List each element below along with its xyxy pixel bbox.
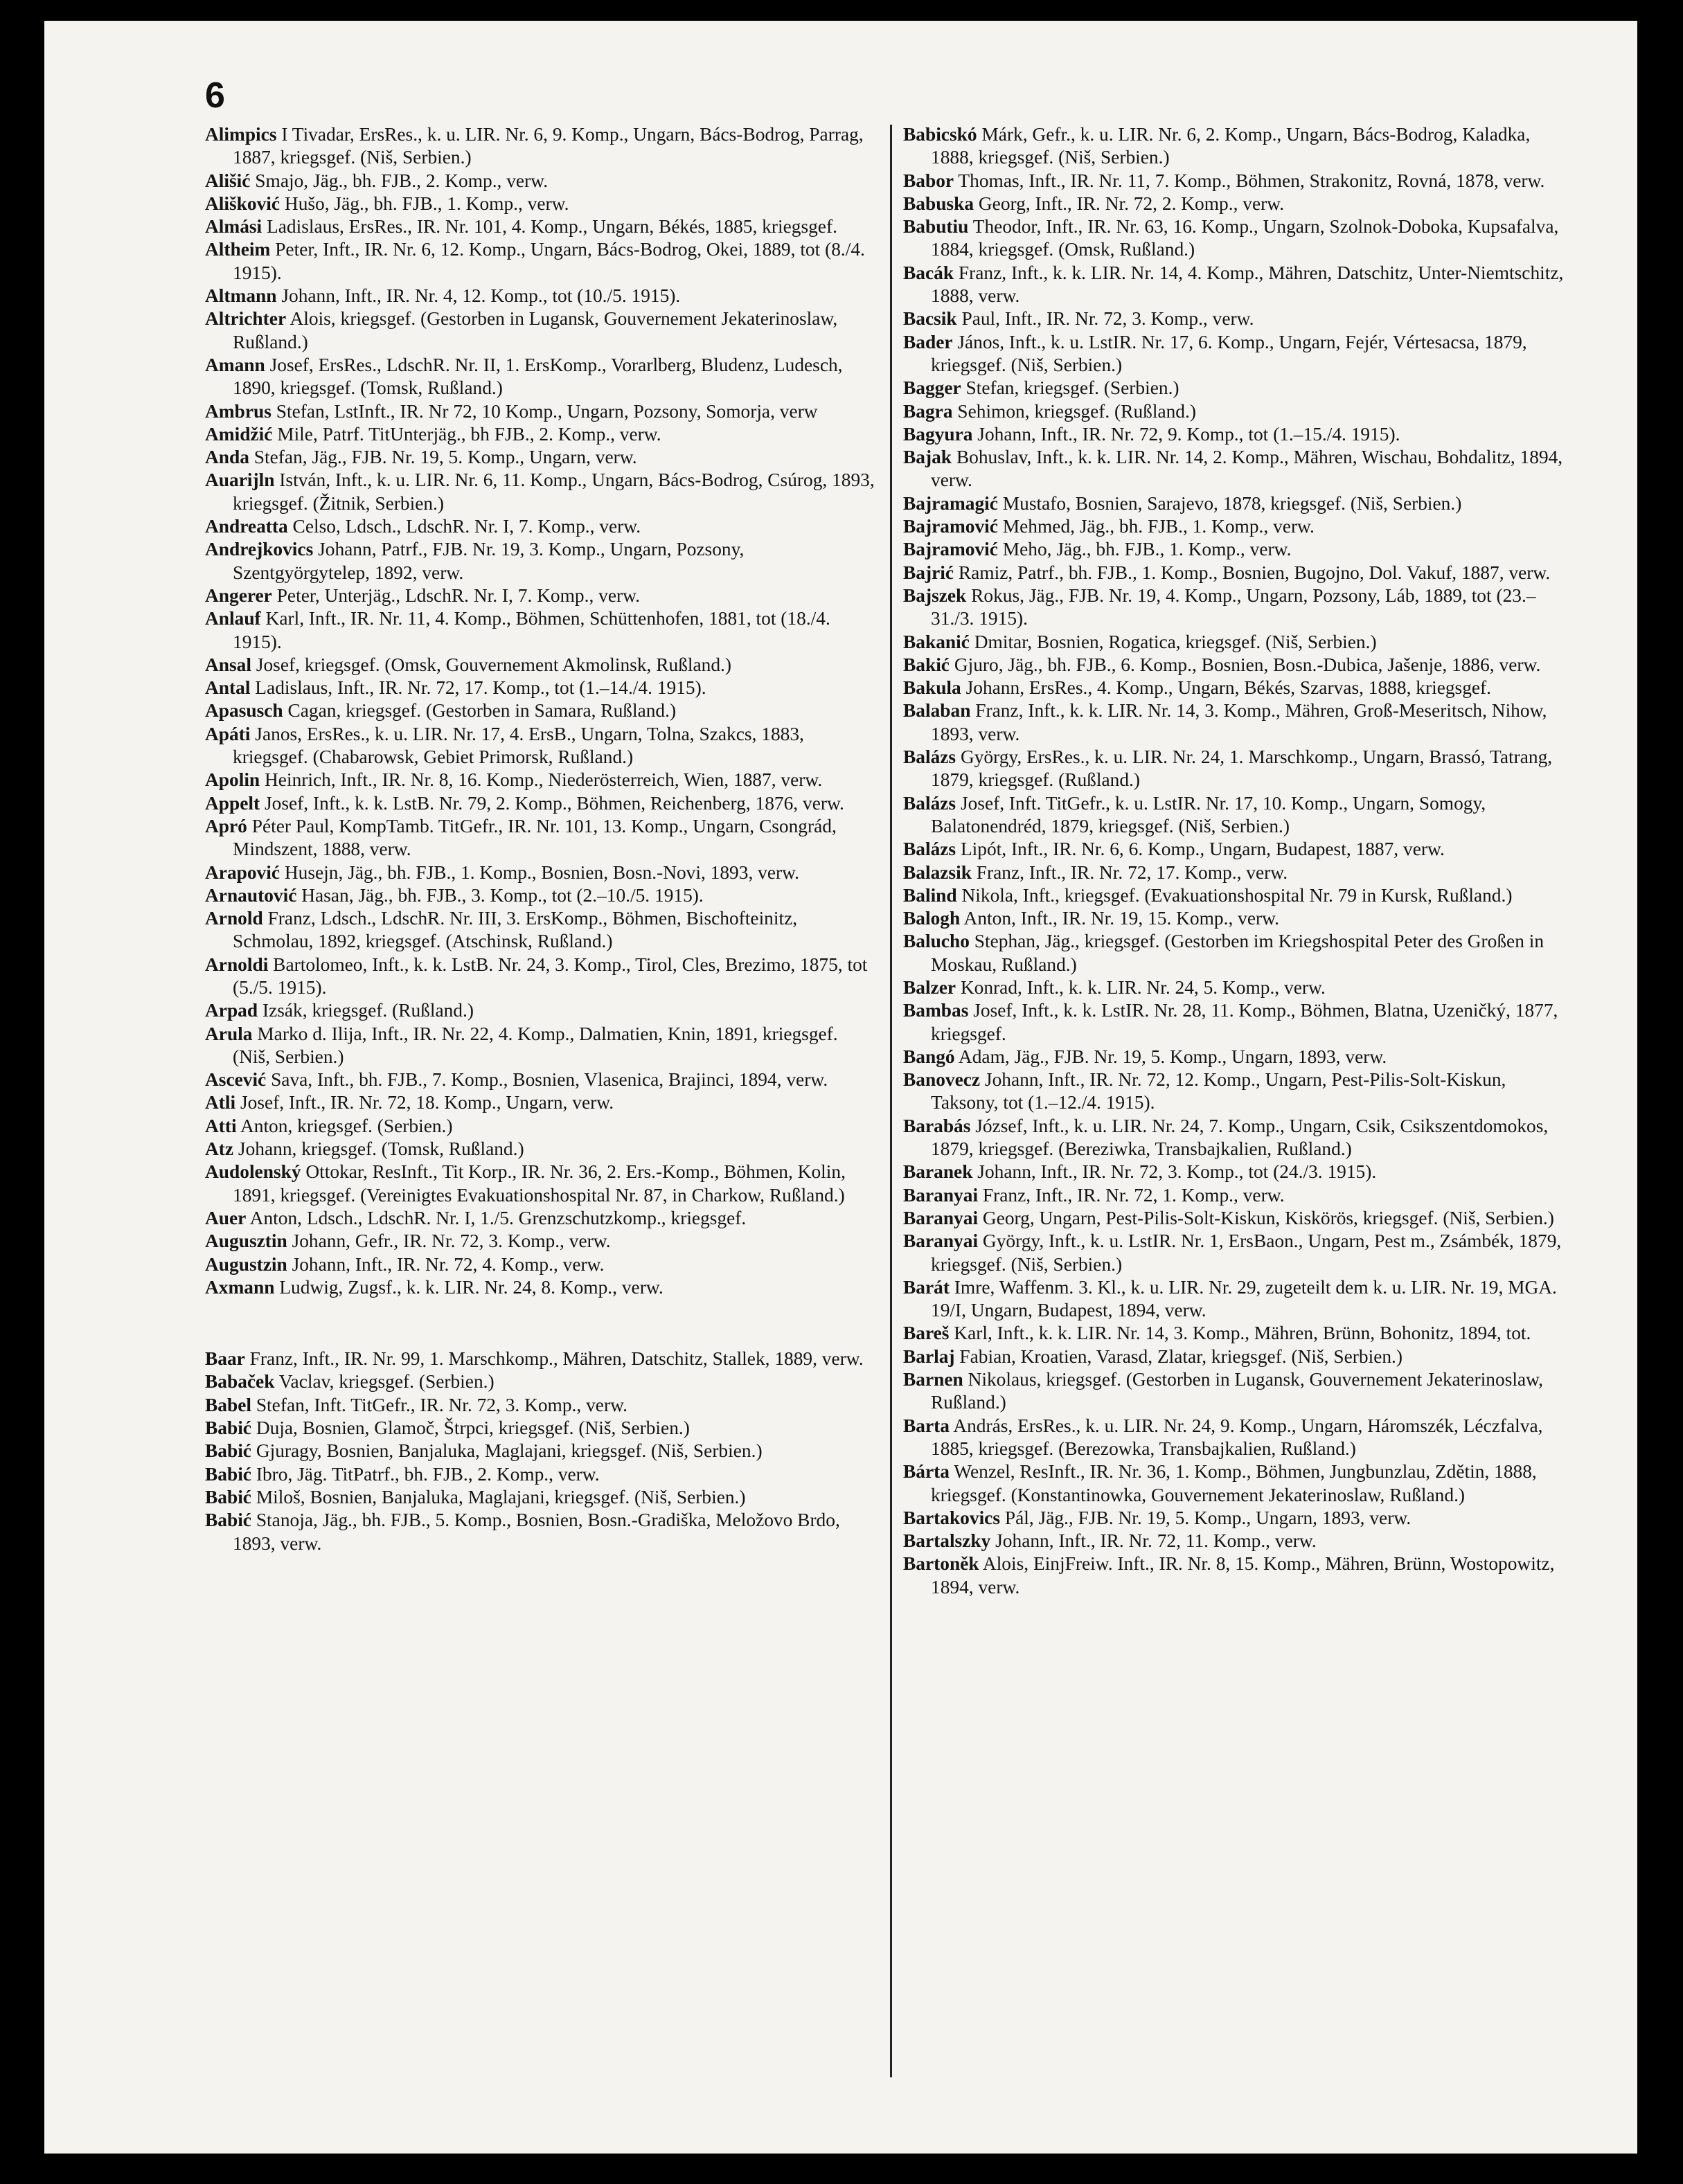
list-entry [903, 1276, 1575, 1323]
list-entry [903, 538, 1575, 561]
list-entry [903, 262, 1575, 308]
entry-surname: Barnen [903, 1369, 963, 1390]
entry-details: Bohuslav, Inft., k. k. LIR. Nr. 14, 2. Komp., Mähren, Wischau, Bohdalitz, 1894, verw. [931, 447, 1563, 491]
entry-details: Miloš, Bosnien, Banjaluka, Maglajani, kriegsgef. (Niš, Serbien.) [251, 1486, 746, 1507]
entry-details: Nikola, Inft., kriegsgef. (Evakuationshospital Nr. 79 in Kursk, Rußland.) [956, 884, 1513, 906]
list-entry [205, 1440, 877, 1462]
entry-details: I Tivadar, ErsRes., k. u. LIR. Nr. 6, 9. Komp., Ungarn, Bács-Bodrog, Parrag, 1887, kriegsgef. (Niš, Serbien.) [233, 124, 864, 168]
list-entry [205, 354, 877, 400]
entry-details: Anton, Ldsch., LdschR. Nr. I, 1./5. Grenzschutzkomp., kriegsgef. [246, 1207, 747, 1228]
entry-list-a [205, 123, 877, 1299]
list-entry [903, 1068, 1575, 1115]
entry-surname: Balucho [903, 931, 970, 952]
entry-details: Wenzel, ResInft., IR. Nr. 36, 1. Komp., Böhmen, Jungbunzlau, Zdětin, 1888, kriegsgef. (Konstantinowka, Gouvernement Jekaterinoslaw, Rußland.) [931, 1461, 1537, 1505]
entry-surname: Bagyura [903, 423, 973, 445]
entry-surname: Bacsik [903, 308, 957, 330]
list-entry [903, 215, 1575, 262]
list-entry [205, 954, 877, 1000]
list-entry [205, 654, 877, 677]
entry-surname: Baranyai [903, 1230, 979, 1252]
list-entry [903, 631, 1575, 654]
entry-details: Georg, Inft., IR. Nr. 72, 2. Komp., verw. [974, 193, 1285, 214]
entry-surname: Ambrus [205, 400, 271, 422]
entry-details: Ottokar, ResInft., Tit Korp., IR. Nr. 36, 2. Ers.-Komp., Böhmen, Kolin, 1891, kriegsgef. (Vereinigtes Evakuationshospital Nr. 87, in Charkow, Rußland.) [233, 1161, 846, 1206]
entry-surname: Bajszek [903, 584, 967, 606]
entry-details: Franz, Inft., k. k. LIR. Nr. 14, 4. Komp., Mähren, Datschitz, Unter-Niemtschitz, 1888, verw. [931, 262, 1564, 307]
entry-details: Marko d. Ilija, Inft., IR. Nr. 22, 4. Komp., Dalmatien, Knin, 1891, kriegsgef. (Niš, Serbien.) [233, 1023, 838, 1067]
entry-surname: Atti [205, 1115, 237, 1136]
entry-surname: Bambas [903, 1000, 969, 1021]
list-entry [205, 607, 877, 654]
page-number: 6 [205, 75, 225, 116]
column-divider [890, 125, 892, 2077]
entry-details: Stefan, kriegsgef. (Serbien.) [961, 377, 1179, 399]
list-entry [205, 1463, 877, 1486]
entry-surname: Babaček [205, 1371, 275, 1393]
entry-surname: Apolin [205, 769, 260, 791]
entry-details: István, Inft., k. u. LIR. Nr. 6, 11. Komp., Ungarn, Bács-Bodrog, Csúrog, 1893, kriegsgef. (Žitnik, Serbien.) [233, 469, 875, 514]
entry-surname: Bartoněk [903, 1553, 979, 1575]
entry-details: Lipót, Inft., IR. Nr. 6, 6. Komp., Ungarn, Budapest, 1887, verw. [956, 839, 1445, 860]
entry-surname: Angerer [205, 584, 272, 606]
list-entry [205, 815, 877, 861]
entry-surname: Barlaj [903, 1345, 955, 1367]
entry-surname: Babić [205, 1417, 251, 1439]
entry-surname: Bagger [903, 377, 961, 399]
list-entry [205, 1417, 877, 1440]
list-entry [205, 677, 877, 699]
entry-surname: Arnold [205, 908, 263, 929]
entry-surname: Bareš [903, 1323, 950, 1344]
list-entry [205, 238, 877, 285]
entry-details: Ludwig, Zugsf., k. k. LIR. Nr. 24, 8. Komp., verw. [274, 1276, 664, 1298]
entry-surname: Babić [205, 1510, 251, 1531]
entry-surname: Bajramagić [903, 492, 998, 514]
list-entry [205, 1023, 877, 1069]
list-entry [205, 1091, 877, 1114]
entry-details: Johann, kriegsgef. (Tomsk, Rußland.) [233, 1138, 524, 1160]
entry-surname: Arula [205, 1023, 253, 1044]
entry-list-right [903, 123, 1575, 1599]
list-entry [205, 792, 877, 815]
entry-surname: Arnautović [205, 884, 297, 906]
entry-details: Márk, Gefr., k. u. LIR. Nr. 6, 2. Komp., Ungarn, Bács-Bodrog, Kaladka, 1888, kriegsgef. (Niš, Serbien.) [931, 124, 1531, 168]
entry-surname: Altmann [205, 285, 277, 307]
entry-details: Anton, kriegsgef. (Serbien.) [236, 1115, 453, 1136]
entry-surname: Babić [205, 1463, 251, 1485]
list-entry [903, 193, 1575, 215]
list-entry [205, 469, 877, 515]
entry-surname: Balázs [903, 792, 956, 814]
list-entry [903, 746, 1575, 792]
list-entry [903, 930, 1575, 976]
entry-details: Georg, Ungarn, Pest-Pilis-Solt-Kiskun, Kiskörös, kriegsgef. (Niš, Serbien.) [978, 1207, 1554, 1228]
entry-details: Izsák, kriegsgef. (Rußland.) [258, 1000, 474, 1021]
entry-details: Rokus, Jäg., FJB. Nr. 19, 4. Komp., Ungarn, Pozsony, Láb, 1889, tot (23.–31./3. 1915). [931, 584, 1536, 629]
entry-surname: Atz [205, 1138, 234, 1160]
list-entry [205, 723, 877, 769]
list-entry [903, 1322, 1575, 1345]
entry-surname: Apáti [205, 723, 251, 744]
entry-surname: Atli [205, 1092, 236, 1113]
entry-surname: Altrichter [205, 308, 287, 330]
entry-surname: Axmann [205, 1276, 275, 1298]
list-entry [903, 1530, 1575, 1552]
list-entry [903, 1415, 1575, 1461]
list-entry [205, 123, 877, 170]
entry-details: Fabian, Kroatien, Varasd, Zlatar, kriegsgef. (Niš, Serbien.) [954, 1345, 1403, 1367]
list-entry [205, 1348, 877, 1370]
entry-surname: Andrejkovics [205, 539, 314, 560]
list-entry [205, 285, 877, 307]
entry-details: Sehimon, kriegsgef. (Rußland.) [952, 400, 1196, 422]
entry-details: Gjuro, Jäg., bh. FJB., 6. Komp., Bosnien, Bosn.-Dubica, Jašenje, 1886, verw. [949, 654, 1541, 675]
entry-surname: Apró [205, 815, 247, 836]
entry-surname: Balogh [903, 908, 961, 929]
list-entry [903, 1184, 1575, 1207]
entry-surname: Bajak [903, 447, 952, 468]
entry-details: Peter, Unterjäg., LdschR. Nr. I, 7. Komp., verw. [271, 584, 640, 606]
entry-surname: Baranyai [903, 1207, 979, 1228]
entry-details: Josef, Inft., IR. Nr. 72, 18. Komp., Ungarn, verw. [235, 1092, 614, 1113]
list-entry [903, 331, 1575, 377]
entry-details: Imre, Waffenm. 3. Kl., k. u. LIR. Nr. 29, zugeteilt dem k. u. LIR. Nr. 19, MGA. 19/I, Ungarn, Budapest, 1894, verw. [931, 1276, 1557, 1321]
entry-details: Johann, Inft., IR. Nr. 72, 4. Komp., verw. [287, 1253, 605, 1275]
entry-surname: Ascević [205, 1069, 267, 1091]
entry-details: Péter Paul, KompTamb. TitGefr., IR. Nr. 101, 13. Komp., Ungarn, Csongrád, Mindszent, 1888, verw. [233, 815, 837, 860]
entry-surname: Bagra [903, 400, 953, 422]
entry-details: Cagan, kriegsgef. (Gestorben in Samara, Rußland.) [283, 700, 677, 722]
entry-surname: Augustzin [205, 1253, 287, 1275]
entry-details: Johann, Inft., IR. Nr. 4, 12. Komp., tot (10./5. 1915). [276, 285, 681, 307]
entry-details: Dmitar, Bosnien, Rogatica, kriegsgef. (Niš, Serbien.) [969, 631, 1377, 652]
entry-details: Johann, ErsRes., 4. Komp., Ungarn, Békés, Szarvas, 1888, kriegsgef. [961, 677, 1492, 699]
entry-details: Anton, Inft., IR. Nr. 19, 15. Komp., verw. [960, 908, 1279, 929]
list-entry [903, 1046, 1575, 1068]
entry-details: Pál, Jäg., FJB. Nr. 19, 5. Komp., Ungarn, 1893, verw. [1000, 1507, 1412, 1528]
entry-surname: Bartalszky [903, 1530, 991, 1552]
entry-details: György, Inft., k. u. LstIR. Nr. 1, ErsBaon., Ungarn, Pest m., Zsámbék, 1879, kriegsgef. (Niš, Serbien.) [931, 1230, 1562, 1275]
entry-details: Josef, Inft., k. k. LstB. Nr. 79, 2. Komp., Böhmen, Reichenberg, 1876, verw. [260, 792, 844, 814]
list-entry [903, 1368, 1575, 1415]
entry-surname: Balazsik [903, 861, 972, 883]
entry-surname: Augusztin [205, 1230, 287, 1252]
list-entry [205, 1115, 877, 1138]
entry-details: Karl, Inft., k. k. LIR. Nr. 14, 3. Komp., Mähren, Brünn, Bohonitz, 1894, tot. [949, 1323, 1531, 1344]
list-entry [903, 677, 1575, 699]
entry-surname: Banovecz [903, 1069, 981, 1091]
entry-surname: Amann [205, 354, 265, 375]
entry-surname: Ališić [205, 170, 251, 191]
entry-details: Hasan, Jäg., bh. FJB., 3. Komp., tot (2.–10./5. 1915). [296, 884, 704, 906]
list-entry [903, 1345, 1575, 1368]
entry-surname: Appelt [205, 792, 260, 814]
entry-details: András, ErsRes., k. u. LIR. Nr. 24, 9. Komp., Ungarn, Háromszék, Léczfalva, 1885, kriegsgef. (Berezowka, Transbajkalien, Rußland.) [931, 1415, 1543, 1459]
entry-surname: Bakanić [903, 631, 970, 652]
entry-details: Vaclav, kriegsgef. (Serbien.) [274, 1371, 495, 1393]
list-entry [205, 1253, 877, 1276]
entry-surname: Ansal [205, 654, 251, 675]
entry-details: Konrad, Inft., k. k. LIR. Nr. 24, 5. Komp., verw. [956, 976, 1326, 998]
list-entry [205, 538, 877, 584]
list-entry [903, 1460, 1575, 1507]
list-entry [903, 1161, 1575, 1183]
entry-details: Meho, Jäg., bh. FJB., 1. Komp., verw. [997, 539, 1292, 560]
list-entry [205, 215, 877, 238]
list-entry [903, 838, 1575, 861]
entry-surname: Arpad [205, 1000, 258, 1021]
entry-details: Josef, kriegsgef. (Omsk, Gouvernement Akmolinsk, Rußland.) [251, 654, 732, 675]
entry-details: Paul, Inft., IR. Nr. 72, 3. Komp., verw. [956, 308, 1254, 330]
entry-surname: Barabás [903, 1115, 971, 1136]
list-entry [903, 1115, 1575, 1161]
list-entry [903, 654, 1575, 677]
entry-details: Smajo, Jäg., bh. FJB., 2. Komp., verw. [250, 170, 549, 191]
entry-details: Ladislaus, Inft., IR. Nr. 72, 17. Komp., tot (1.–14./4. 1915). [250, 677, 706, 699]
list-entry [903, 907, 1575, 930]
entry-details: Theodor, Inft., IR. Nr. 63, 16. Komp., Ungarn, Szolnok-Doboka, Kupsafalva, 1884, kriegsgef. (Omsk, Rußland.) [931, 216, 1559, 260]
entry-details: Johann, Inft., IR. Nr. 72, 12. Komp., Ungarn, Pest-Pilis-Solt-Kiskun, Taksony, tot (1.–12./4. 1915). [931, 1069, 1506, 1113]
list-entry [903, 792, 1575, 839]
entry-details: Johann, Inft., IR. Nr. 72, 9. Komp., tot (1.–15./4. 1915). [972, 423, 1400, 445]
entry-details: Mile, Patrf. TitUnterjäg., bh FJB., 2. Komp., verw. [272, 423, 661, 445]
entry-surname: Bajrić [903, 562, 954, 583]
entry-details: Stefan, Jäg., FJB. Nr. 19, 5. Komp., Ungarn, verw. [249, 447, 637, 468]
list-entry [903, 976, 1575, 999]
entry-details: Johann, Inft., IR. Nr. 72, 3. Komp., tot (24./3. 1915). [972, 1161, 1377, 1183]
list-entry [205, 1138, 877, 1161]
entry-list-b [205, 1348, 877, 1555]
entry-surname: Barát [903, 1276, 950, 1298]
list-entry [205, 423, 877, 446]
entry-details: Josef, Inft., k. k. LstIR. Nr. 28, 11. Komp., Böhmen, Blatna, Uzeničký, 1877, kriegsgef. [931, 1000, 1558, 1044]
entry-details: János, Inft., k. u. LstIR. Nr. 17, 6. Komp., Ungarn, Fejér, Vértesacsa, 1879, kriegsgef. (Niš, Serbien.) [931, 331, 1527, 375]
entry-details: Husejn, Jäg., bh. FJB., 1. Komp., Bosnien, Bosn.-Novi, 1893, verw. [280, 861, 799, 883]
entry-surname: Bajramović [903, 539, 998, 560]
entry-details: György, ErsRes., k. u. LIR. Nr. 24, 1. Marschkomp., Ungarn, Brassó, Tatrang, 1879, kriegsgef. (Rußland.) [931, 746, 1553, 791]
list-entry [205, 1068, 877, 1091]
entry-surname: Balázs [903, 839, 956, 860]
entry-surname: Balind [903, 884, 957, 906]
entry-details: Johann, Inft., IR. Nr. 72, 11. Komp., verw. [990, 1530, 1317, 1552]
entry-details: Mustafo, Bosnien, Sarajevo, 1878, kriegsgef. (Niš, Serbien.) [997, 492, 1462, 514]
list-entry [205, 515, 877, 538]
entry-details: Stephan, Jäg., kriegsgef. (Gestorben im Kriegshospital Peter des Großen in Moskau, Rußland.) [931, 931, 1544, 975]
list-entry [903, 1207, 1575, 1230]
list-entry [903, 446, 1575, 492]
entry-surname: Apasusch [205, 700, 283, 722]
entry-surname: Anlauf [205, 608, 261, 629]
entry-surname: Amidžić [205, 423, 273, 445]
entry-details: Karl, Inft., IR. Nr. 11, 4. Komp., Böhmen, Schüttenhofen, 1881, tot (18./4. 1915). [233, 608, 830, 652]
list-entry [903, 584, 1575, 631]
list-entry [205, 1370, 877, 1393]
list-entry [903, 515, 1575, 538]
entry-details: Franz, Ldsch., LdschR. Nr. III, 3. ErsKomp., Böhmen, Bischofteinitz, Schmolau, 1892, kriegsgef. (Atschinsk, Rußland.) [233, 908, 798, 952]
entry-surname: Altheim [205, 239, 271, 260]
entry-surname: Bangó [903, 1046, 955, 1067]
entry-surname: Baranek [903, 1161, 973, 1183]
list-entry [205, 307, 877, 354]
list-entry [903, 307, 1575, 330]
entry-surname: Barta [903, 1415, 950, 1436]
entry-surname: Balaban [903, 700, 971, 722]
list-entry [903, 861, 1575, 884]
list-entry [903, 170, 1575, 193]
entry-details: Sava, Inft., bh. FJB., 7. Komp., Bosnien, Vlasenica, Brajinci, 1894, verw. [266, 1069, 828, 1091]
list-entry [903, 999, 1575, 1046]
list-entry [903, 423, 1575, 446]
entry-surname: Alimpics [205, 124, 277, 145]
entry-surname: Auer [205, 1207, 247, 1228]
entry-surname: Balázs [903, 746, 956, 768]
entry-details: Hušo, Jäg., bh. FJB., 1. Komp., verw. [280, 193, 569, 214]
entry-details: Josef, Inft. TitGefr., k. u. LstIR. Nr. 17, 10. Komp., Ungarn, Somogy, Balatonendréd, 1879, kriegsgef. (Niš, Serbien.) [931, 792, 1486, 836]
list-entry [205, 884, 877, 907]
entry-surname: Antal [205, 677, 251, 699]
entry-surname: Bárta [903, 1461, 950, 1483]
entry-details: Adam, Jäg., FJB. Nr. 19, 5. Komp., Ungarn, 1893, verw. [954, 1046, 1387, 1067]
list-entry [205, 584, 877, 607]
entry-surname: Baar [205, 1348, 245, 1370]
entry-details: Stefan, Inft. TitGefr., IR. Nr. 72, 3. Komp., verw. [251, 1394, 627, 1415]
list-entry [205, 1230, 877, 1253]
entry-details: Johann, Gefr., IR. Nr. 72, 3. Komp., verw. [287, 1230, 611, 1252]
entry-surname: Bakić [903, 654, 950, 675]
entry-surname: Audolenský [205, 1161, 301, 1183]
entry-surname: Babuska [903, 193, 974, 214]
left-column [205, 123, 877, 1555]
entry-details: Duja, Bosnien, Glamoč, Štrpci, kriegsgef. (Niš, Serbien.) [251, 1417, 690, 1439]
list-entry [205, 861, 877, 884]
entry-surname: Ališković [205, 193, 280, 214]
list-entry [205, 446, 877, 469]
entry-surname: Babel [205, 1394, 251, 1415]
list-entry [205, 999, 877, 1022]
list-entry [903, 884, 1575, 907]
list-entry [205, 170, 877, 193]
entry-surname: Baranyai [903, 1184, 979, 1206]
entry-surname: Babić [205, 1486, 251, 1507]
entry-surname: Babicskó [903, 124, 977, 145]
entry-surname: Bacák [903, 262, 954, 283]
entry-surname: Auarijln [205, 469, 275, 491]
list-entry [903, 377, 1575, 400]
list-entry [903, 400, 1575, 423]
entry-surname: Balzer [903, 976, 956, 998]
list-entry [903, 123, 1575, 170]
entry-details: Ibro, Jäg. TitPatrf., bh. FJB., 2. Komp., verw. [251, 1463, 600, 1485]
list-entry [903, 1230, 1575, 1276]
entry-surname: Bakula [903, 677, 961, 699]
list-entry [205, 1486, 877, 1509]
list-entry [205, 699, 877, 722]
entry-surname: Bajramović [903, 516, 998, 537]
right-column [903, 123, 1575, 1599]
entry-surname: Bader [903, 331, 953, 352]
list-entry [903, 1552, 1575, 1599]
entry-details: Josef, ErsRes., LdschR. Nr. II, 1. ErsKomp., Vorarlberg, Bludenz, Ludesch, 1890, kriegsgef. (Tomsk, Rußland.) [233, 354, 843, 399]
entry-details: Mehmed, Jäg., bh. FJB., 1. Komp., verw. [997, 516, 1315, 537]
entry-surname: Babić [205, 1440, 251, 1462]
entry-surname: Andreatta [205, 516, 288, 537]
entry-details: Thomas, Inft., IR. Nr. 11, 7. Komp., Böhmen, Strakonitz, Rovná, 1878, verw. [954, 170, 1545, 191]
entry-details: Bartolomeo, Inft., k. k. LstB. Nr. 24, 3. Komp., Tirol, Cles, Brezimo, 1875, tot (5./5. 1915). [233, 954, 868, 998]
entry-details: Ladislaus, ErsRes., IR. Nr. 101, 4. Komp., Ungarn, Békés, 1885, kriegsgef. [262, 216, 837, 238]
entry-details: Janos, ErsRes., k. u. LIR. Nr. 17, 4. ErsB., Ungarn, Tolna, Szakcs, 1883, kriegsgef. (Chabarowsk, Gebiet Primorsk, Rußland.) [233, 723, 804, 768]
entry-details: Heinrich, Inft., IR. Nr. 8, 16. Komp., Niederösterreich, Wien, 1887, verw. [260, 769, 823, 791]
entry-details: Ramiz, Patrf., bh. FJB., 1. Komp., Bosnien, Bugojno, Dol. Vakuf, 1887, verw. [954, 562, 1551, 583]
entry-details: Peter, Inft., IR. Nr. 6, 12. Komp., Ungarn, Bács-Bodrog, Okei, 1889, tot (8./4. 1915). [233, 239, 865, 283]
entry-details: Franz, Inft., k. k. LIR. Nr. 14, 3. Komp., Mähren, Groß-Meseritsch, Nihow, 1893, verw. [931, 700, 1547, 744]
entry-details: Stefan, LstInft., IR. Nr 72, 10 Komp., Ungarn, Pozsony, Somorja, verw [271, 400, 818, 422]
entry-surname: Bartakovics [903, 1507, 1000, 1528]
list-entry [205, 1394, 877, 1417]
entry-details: Nikolaus, kriegsgef. (Gestorben in Lugansk, Gouvernement Jekaterinoslaw, Rußland.) [931, 1369, 1543, 1413]
entry-surname: Babor [903, 170, 954, 191]
list-entry [903, 562, 1575, 584]
entry-details: Franz, Inft., IR. Nr. 99, 1. Marschkomp., Mähren, Datschitz, Stallek, 1889, verw. [244, 1348, 864, 1370]
list-entry [903, 1507, 1575, 1530]
entry-details: Stanoja, Jäg., bh. FJB., 5. Komp., Bosnien, Bosn.-Gradiška, Meložovo Brdo, 1893, verw. [233, 1510, 840, 1554]
entry-surname: Babutiu [903, 216, 969, 238]
entry-surname: Almási [205, 216, 262, 238]
list-entry [903, 492, 1575, 515]
entry-surname: Arapović [205, 861, 280, 883]
entry-details: Johann, Patrf., FJB. Nr. 19, 3. Komp., Ungarn, Pozsony, Szentgyörgytelep, 1892, verw. [233, 539, 745, 583]
list-entry [205, 1509, 877, 1555]
list-entry [205, 1161, 877, 1207]
list-entry [205, 769, 877, 791]
list-entry [205, 1207, 877, 1230]
entry-surname: Arnoldi [205, 954, 269, 975]
entry-details: Alois, EinjFreiw. Inft., IR. Nr. 8, 15. Komp., Mähren, Brünn, Wostopowitz, 1894, verw. [931, 1553, 1555, 1597]
list-entry [205, 193, 877, 215]
entry-details: Celso, Ldsch., LdschR. Nr. I, 7. Komp., verw. [287, 516, 641, 537]
entry-surname: Anda [205, 447, 249, 468]
entry-details: Franz, Inft., IR. Nr. 72, 1. Komp., verw. [978, 1184, 1285, 1206]
list-entry [903, 699, 1575, 746]
list-entry [205, 400, 877, 423]
entry-details: Franz, Inft., IR. Nr. 72, 17. Komp., verw. [971, 861, 1288, 883]
entry-details: Gjuragy, Bosnien, Banjaluka, Maglajani, kriegsgef. (Niš, Serbien.) [251, 1440, 763, 1462]
entry-details: József, Inft., k. u. LIR. Nr. 24, 7. Komp., Ungarn, Csik, Csikszentdomokos, 1879, kriegsgef. (Bereziwka, Transbajkalien, Rußland.) [931, 1115, 1549, 1160]
entry-details: Alois, kriegsgef. (Gestorben in Lugansk, Gouvernement Jekaterinoslaw, Rußland.) [233, 308, 838, 352]
list-entry [205, 1276, 877, 1299]
list-entry [205, 907, 877, 954]
